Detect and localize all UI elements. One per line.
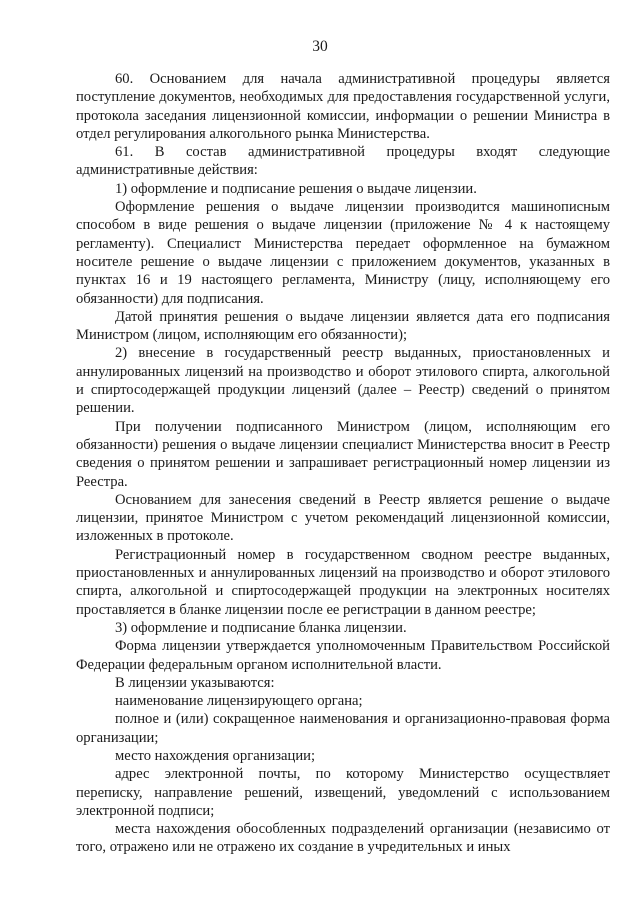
paragraph: Форма лицензии утверждается уполномоченным Правительством Российской Федерации федеральным органом исполнительной власти. xyxy=(76,638,610,673)
list-item-2: 2) внесение в государственный реестр выданных, приостановленных и аннулированных лицензий на производство и оборот этилового спирта, алкогольной и спиртосодержащей продукции лицензий (далее – Реестр) сведений о принятом решении. xyxy=(76,345,610,417)
document-body xyxy=(76,70,610,857)
paragraph: При получении подписанного Министром (лицом, исполняющим его обязанности) решения о выдаче лицензии специалист Министерства вносит в Реестр сведения о принятом решении и запрашивает регистрационный номер лицензии из Реестра. xyxy=(76,418,610,490)
list-line: место нахождения организации; xyxy=(115,747,316,764)
list-item-1: 1) оформление и подписание решения о выдаче лицензии. xyxy=(115,180,477,197)
list-item-3: 3) оформление и подписание бланка лицензии. xyxy=(115,619,407,636)
paragraph: Основанием для занесения сведений в Реестр является решение о выдаче лицензии, принятое Министром с учетом рекомендаций лицензионной комиссии, изложенных в протоколе. xyxy=(76,491,610,545)
list-line: места нахождения обособленных подразделений организации (независимо от того, отражено или не отражено их создание в учредительных и иных xyxy=(76,821,610,856)
list-line: наименование лицензирующего органа; xyxy=(115,693,363,710)
paragraph: Оформление решения о выдаче лицензии производится машинописным способом в виде решения о выдаче лицензии (приложение № 4 к настоящему регламенту). Специалист Министерства передает оформленное на бумажном носителе решение о выдаче лицензии с приложением документов, указанных в пунктах 16 и 19 настоящего регламента, Министру (лицу, исполняющему его обязанности) для подписания. xyxy=(76,199,610,307)
list-line: адрес электронной почты, по которому Министерство осуществляет переписку, направление решений, извещений, уведомлений с использованием электронной подписи; xyxy=(76,766,610,819)
paragraph-60: 60. Основанием для начала административной процедуры является поступление документов, необходимых для предоставления государственной услуги, протокола заседания лицензионной комиссии, информации о решении Министра в отдел регулирования алкогольного рынка Министерства. xyxy=(76,71,610,142)
paragraph-61: 61. В состав административной процедуры входят следующие административные действия: xyxy=(76,144,610,179)
paragraph: В лицензии указываются: xyxy=(115,674,275,691)
paragraph: Регистрационный номер в государственном сводном реестре выданных, приостановленных и аннулированных лицензий на производство и оборот этилового спирта, алкогольной и спиртосодержащей продукции на электронных носителях проставляется в бланке лицензии после ее регистрации в данном реестре; xyxy=(76,546,610,618)
page-number: 30 xyxy=(312,38,328,55)
list-line: полное и (или) сокращенное наименования и организационно-правовая форма организации; xyxy=(76,711,610,746)
paragraph: Датой принятия решения о выдаче лицензии является дата его подписания Министром (лицом, исполняющим его обязанности); xyxy=(76,308,610,344)
